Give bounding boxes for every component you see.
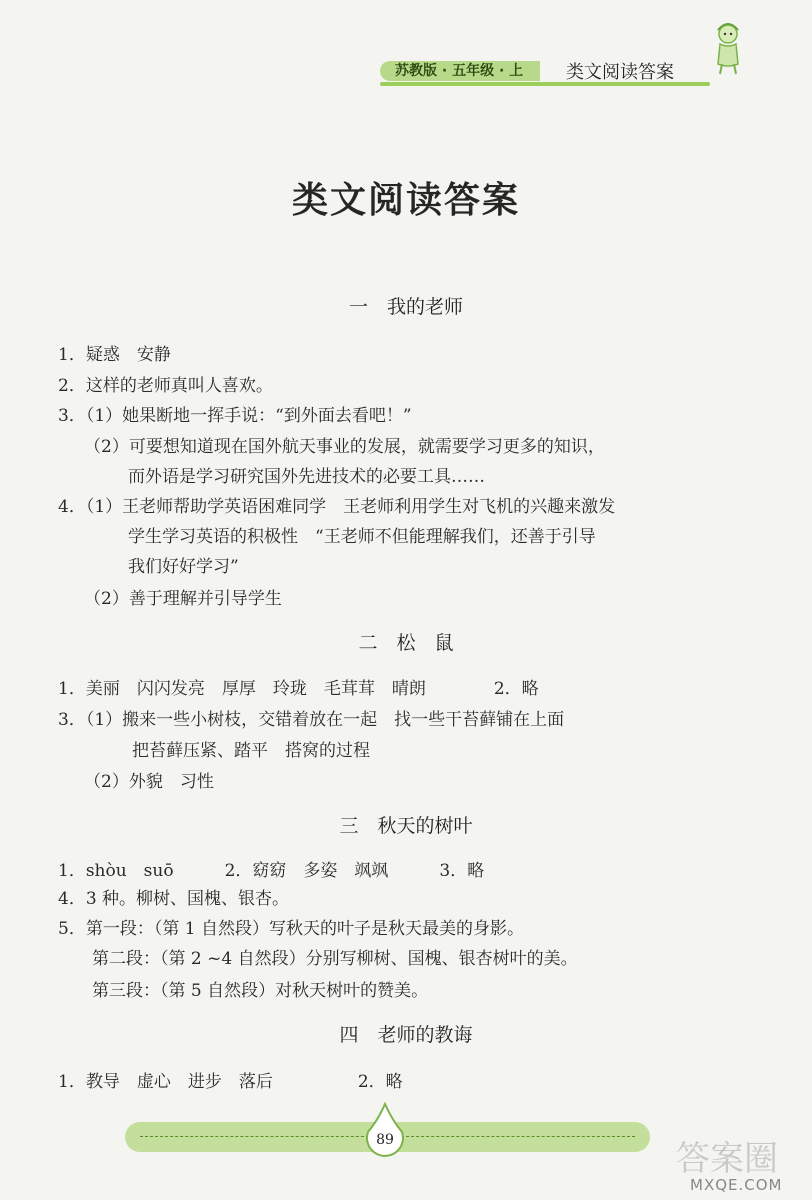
answer-line: 1．疑惑 安静 [58,345,171,365]
answer-line: 学生学习英语的积极性 “王老师不但能理解我们，还善于引导 [128,527,596,547]
section-heading-2: 二 松 鼠 [358,632,454,654]
edition-label: 苏教版 · 五年级 · 上 [395,63,524,79]
answer-line: （2）外貌 习性 [84,772,214,792]
answer-line: （2）善于理解并引导学生 [84,589,282,609]
page-drop-icon [362,1102,408,1160]
section-heading-3: 三 秋天的树叶 [339,815,473,837]
answer-line: 4．（1）王老师帮助学英语困难同学 王老师利用学生对飞机的兴趣来激发 [58,497,616,517]
running-title: 类文阅读答案 [566,62,674,83]
page-title: 类文阅读答案 [291,179,520,221]
mascot-icon [708,20,748,76]
answer-line: （2）可要想知道现在国外航天事业的发展，就需要学习更多的知识， [84,437,605,457]
answer-line: 把苔藓压紧、踏平 搭窝的过程 [132,741,370,761]
watermark-glyphs: 答案圈 [676,1139,778,1179]
answer-line: 2．这样的老师真叫人喜欢。 [58,376,273,396]
section-heading-1: 一 我的老师 [348,296,463,318]
answer-line: 5．第一段：（第 1 自然段）写秋天的叶子是秋天最美的身影。 [58,919,524,939]
answer-line: 第二段：（第 2 ~4 自然段）分别写柳树、国槐、银杏树叶的美。 [92,949,578,969]
answer-line: 1．美丽 闪闪发亮 厚厚 玲珑 毛茸茸 晴朗 2．略 [58,679,539,699]
section-heading-4: 四 老师的教诲 [339,1024,473,1046]
watermark-site: MXQE.COM [690,1176,783,1194]
page-number: 89 [376,1132,394,1148]
answer-line: 1．shòu suō 2．窈窈 多姿 飒飒 3．略 [58,861,485,881]
answer-line: 第三段：（第 5 自然段）对秋天树叶的赞美。 [92,981,429,1001]
answer-line: 1．教导 虚心 进步 落后 2．略 [58,1072,403,1092]
answer-line: 而外语是学习研究国外先进技术的必要工具…… [128,467,485,487]
answer-line: 3．（1）搬来一些小树枝，交错着放在一起 找一些干苔藓铺在上面 [58,710,565,730]
answer-line: 我们好好学习” [128,557,239,577]
answer-line: 3．（1）她果断地一挥手说：“到外面去看吧！” [58,406,412,426]
answer-line: 4．3 种。柳树、国槐、银杏。 [58,889,290,909]
